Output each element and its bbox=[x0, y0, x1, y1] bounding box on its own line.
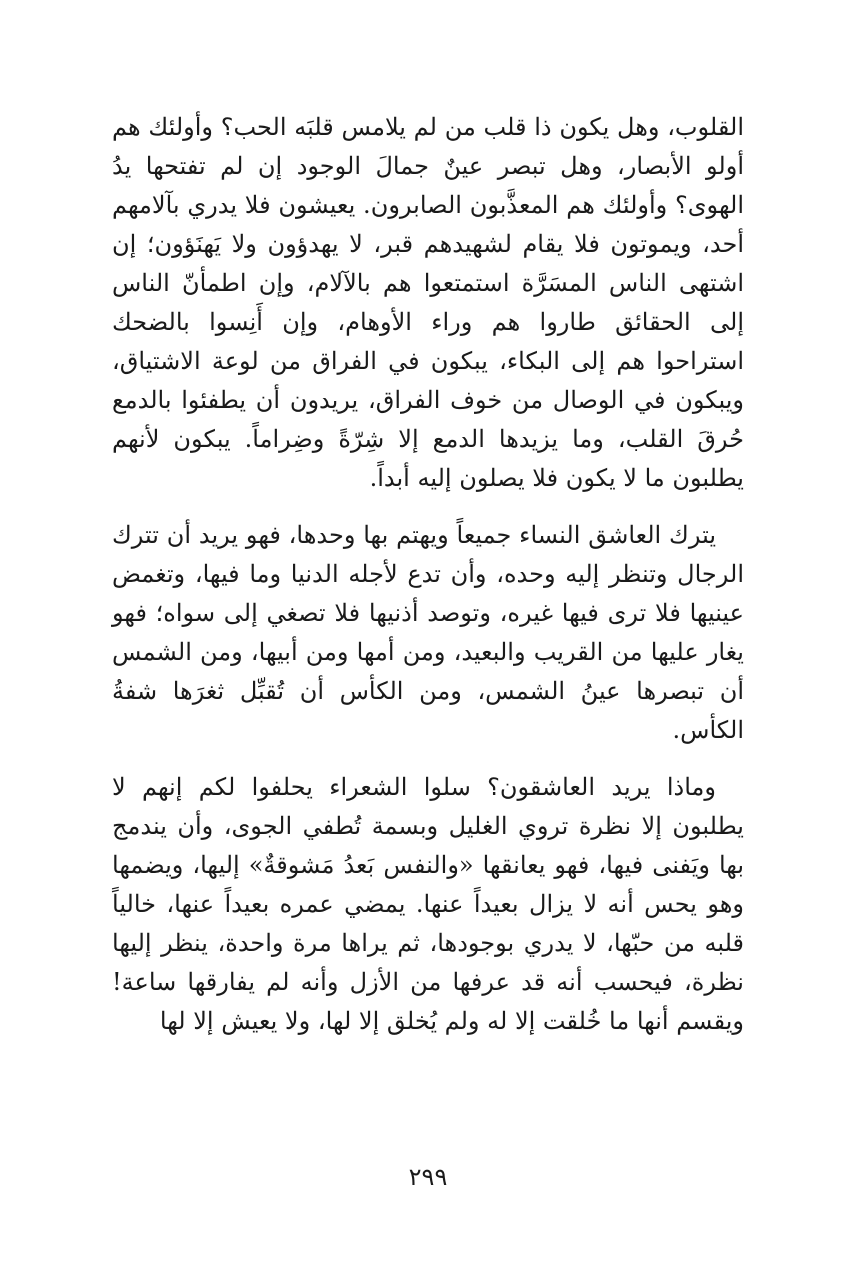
body-text bbox=[112, 108, 744, 1041]
paragraph-1: القلوب، وهل يكون ذا قلب من لم يلامس قلبَه الحب؟ وأولئك هم أولو الأبصار، وهل تبصر عينٌ جمالَ الوجود إن لم تفتحها يدُ الهوى؟ وأولئك هم المعذَّبون الصابرون. يعيشون فلا يدري بآلامهم أحد، ويموتون فلا يقام لشهيدهم قبر، لا يهدؤون ولا يَهنَؤون؛ إن اشتهى الناس المسَرَّة استمتعوا هم بالآلام، وإن اطمأنّ الناس إلى الحقائق طاروا هم وراء الأوهام، وإن أَنِسوا بالضحك استراحوا هم إلى البكاء، يبكون في الفراق من لوعة الاشتياق، ويبكون في الوصال من خوف الفراق، يريدون أن يطفئوا بالدمع حُرقَ القلب، وما يزيدها الدمع إلا شِرّةً وضِراماً. يبكون لأنهم يطلبون ما لا يكون فلا يصلون إليه أبداً. bbox=[112, 113, 745, 492]
paragraph-3: وماذا يريد العاشقون؟ سلوا الشعراء يحلفوا لكم إنهم لا يطلبون إلا نظرة تروي الغليل وبسمة تُطفي الجوى، وأن يندمج بها ويَفنى فيها، فهو يعانقها «والنفس بَعدُ مَشوقةٌ» إليها، ويضمها وهو يحس أنه لا يزال بعيداً عنها. يمضي عمره بعيداً عنها، خالياً قلبه من حبّها، لا يدري بوجودها، ثم يراها مرة واحدة، ينظر إليها نظرة، فيحسب أنه قد عرفها من الأزل وأنه لم يفارقها ساعة! ويقسم أنها ما خُلقت إلا له ولم يُخلق إلا لها، ولا يعيش إلا لها bbox=[112, 773, 744, 1035]
paragraph-2: يترك العاشق النساء جميعاً ويهتم بها وحدها، فهو يريد أن تترك الرجال وتنظر إليه وحده، وأن تدع لأجله الدنيا وما فيها، وتغمض عينيها فلا ترى فيها غيره، وتوصد أذنيها فلا تصغي إلى سواه؛ فهو يغار عليها من القريب والبعيد، ومن أمها ومن أبيها، ومن الشمس أن تبصرها عينُ الشمس، ومن الكأس أن تُقبِّل ثغرَها شفةُ الكأس. bbox=[112, 521, 744, 744]
page-number: ٢٩٩ bbox=[408, 1163, 448, 1191]
